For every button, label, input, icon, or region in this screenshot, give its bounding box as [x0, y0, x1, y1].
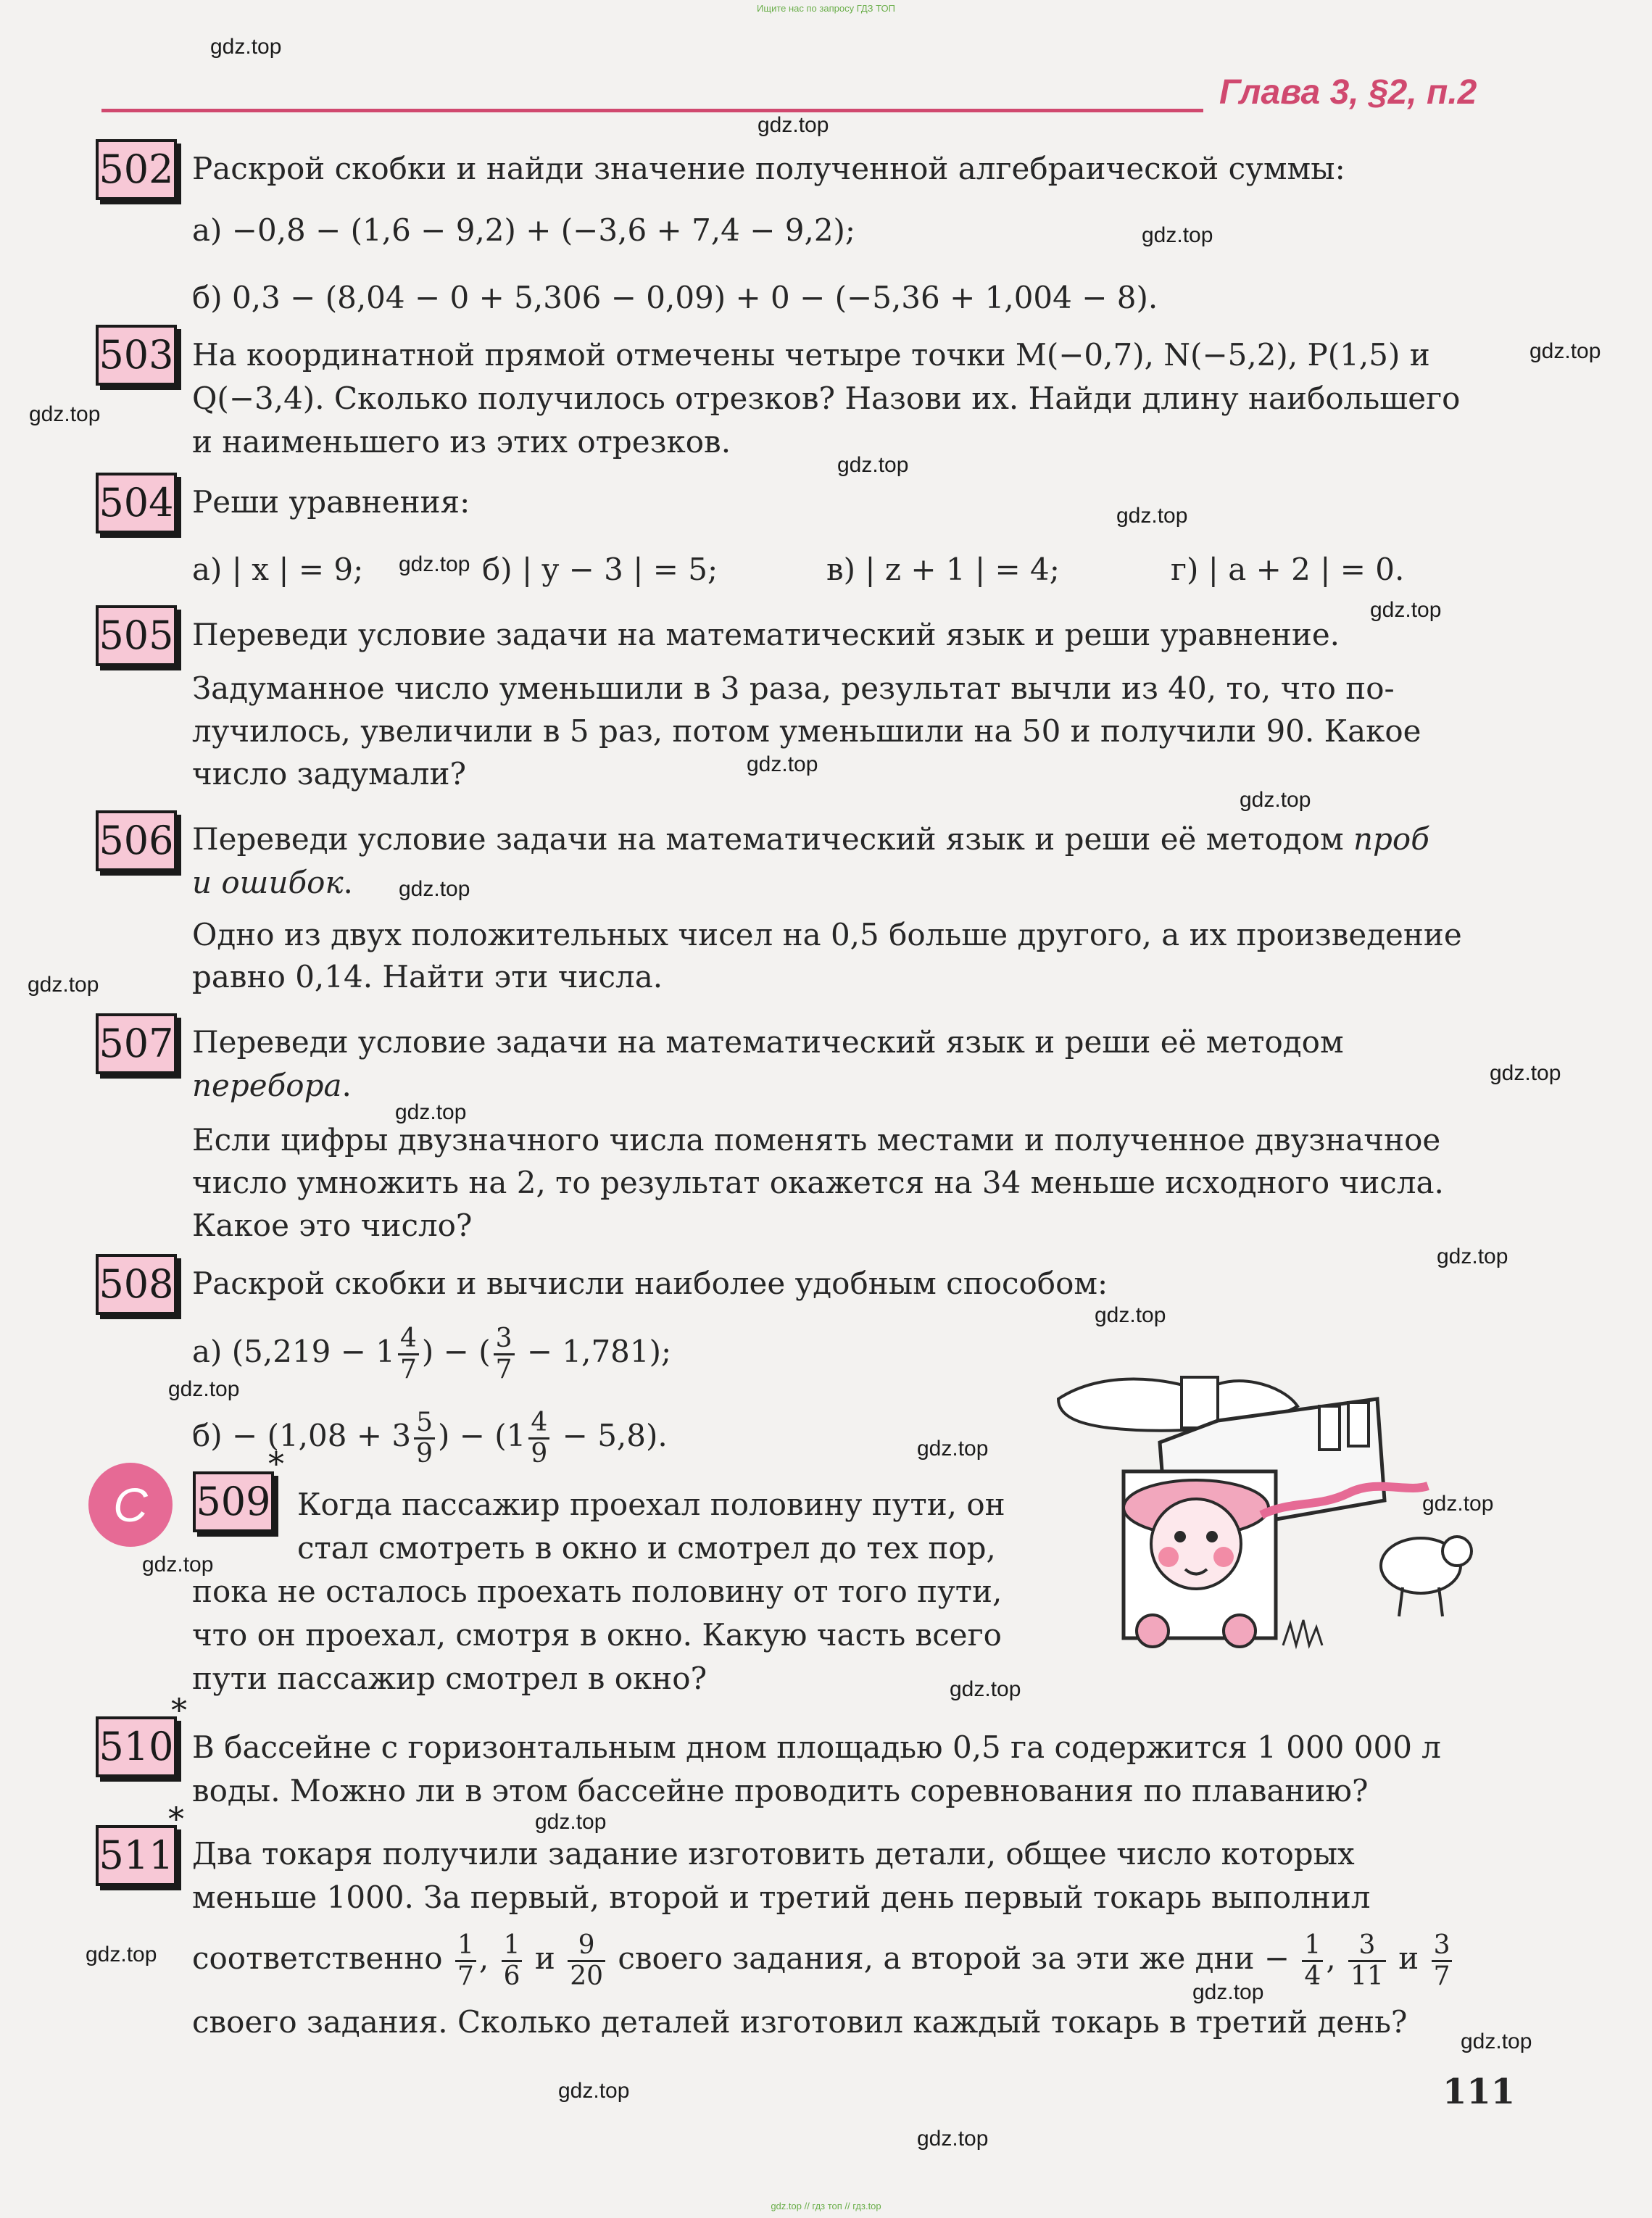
problem-511-line3-middle: своего задания, а второй за эти же дни −	[618, 1940, 1290, 1976]
problem-number-502: 502	[96, 139, 177, 200]
page-number: 111	[1443, 2072, 1516, 2112]
problem-number-509: 509	[193, 1471, 274, 1532]
problem-number-506: 506	[96, 810, 177, 871]
fraction-numerator: 4	[528, 1408, 549, 1440]
problem-508-a-part3: − 1,781);	[517, 1334, 672, 1369]
chapter-heading: Глава 3, §2, п.2	[1219, 73, 1477, 112]
problem-506-line2-end: .	[343, 865, 353, 900]
watermark: gdz.top	[917, 2127, 989, 2151]
watermark: gdz.top	[1370, 598, 1442, 622]
problem-511-line3-start: соответственно	[192, 1940, 443, 1976]
problem-504-text: Реши уравнения:	[192, 484, 470, 520]
problem-511-line4: своего задания. Сколько деталей изготовил каждый токарь в третий день?	[192, 2004, 1408, 2040]
star-mark: *	[168, 1801, 184, 1838]
fraction-denominator: 9	[531, 1438, 548, 1469]
problem-number-503: 503	[96, 325, 177, 386]
fraction-denominator: 7	[1433, 1961, 1450, 1991]
fraction-denominator: 7	[457, 1961, 474, 1991]
watermark: gdz.top	[1490, 1061, 1561, 1085]
watermark: gdz.top	[1461, 2030, 1532, 2053]
fraction-numerator: 1	[455, 1931, 476, 1962]
problem-505-line2: Задуманное число уменьшили в 3 раза, результат вычли из 40, то, что по-	[192, 670, 1395, 706]
fraction-denominator: 9	[416, 1438, 433, 1469]
watermark: gdz.top	[757, 113, 829, 137]
problem-502-b: б) 0,3 − (8,04 − 0 + 5,306 − 0,09) + 0 − (−5,36 + 1,004 − 8).	[192, 280, 1158, 315]
problem-507-line1: Переведи условие задачи на математический язык и реши её методом	[192, 1024, 1344, 1060]
bottom-note: gdz.top // гдз топ // гдз.top	[771, 2201, 881, 2211]
problem-508-text: Раскрой скобки и вычисли наиболее удобным способом:	[192, 1266, 1108, 1301]
problem-504-c: в) | z + 1 | = 4;	[826, 552, 1060, 587]
fraction-denominator: 4	[1304, 1961, 1321, 1991]
fraction	[455, 1931, 476, 1991]
problem-508-b-part2: ) − (1	[438, 1418, 526, 1453]
challenge-badge: C	[88, 1463, 173, 1547]
fraction-numerator: 3	[1348, 1931, 1386, 1962]
problem-number-507: 507	[96, 1013, 177, 1074]
problem-503-line2: Q(−3,4). Сколько получилось отрезков? Назови их. Найди длину наибольшего	[192, 381, 1461, 416]
watermark: gdz.top	[28, 973, 99, 997]
problem-511-line1: Два токаря получили задание изготовить детали, общее число которых	[192, 1836, 1355, 1872]
problem-511-line2: меньше 1000. За первый, второй и третий день первый токарь выполнил	[192, 1880, 1371, 1915]
problem-502-a: а) −0,8 − (1,6 − 9,2) + (−3,6 + 7,4 − 9,2);	[192, 212, 856, 248]
watermark: gdz.top	[1422, 1492, 1494, 1516]
problem-504-d: г) | a + 2 | = 0.	[1171, 552, 1405, 587]
problem-506-method-word: проб	[1353, 821, 1429, 857]
fraction-denominator: 20	[570, 1961, 604, 1991]
problem-508-b-part3: − 5,8).	[552, 1418, 668, 1453]
fraction	[568, 1931, 605, 1991]
watermark: gdz.top	[29, 402, 101, 426]
problem-509-line5: пути пассажир смотрел в окно?	[192, 1661, 707, 1696]
problem-507-line2	[192, 1066, 352, 1106]
problem-number-510: 510	[96, 1716, 177, 1777]
fraction-denominator: 7	[495, 1354, 512, 1384]
fraction	[414, 1408, 435, 1469]
watermark: gdz.top	[558, 2079, 630, 2103]
fraction	[1348, 1931, 1386, 1991]
star-mark: *	[171, 1692, 187, 1729]
problem-507-line5: Какое это число?	[192, 1208, 473, 1243]
star-mark: *	[268, 1446, 284, 1483]
problem-505-line4: число задумали?	[192, 756, 467, 792]
problem-number-505: 505	[96, 605, 177, 666]
watermark: gdz.top	[399, 877, 470, 901]
watermark: gdz.top	[747, 752, 818, 776]
problem-507-line2-end: .	[341, 1068, 352, 1103]
watermark: gdz.top	[168, 1377, 240, 1401]
fraction	[1302, 1931, 1323, 1991]
problem-506-line1	[192, 819, 1429, 860]
problem-509-line4: что он проехал, смотря в окно. Какую часть всего	[192, 1617, 1002, 1653]
problem-508-a-part2: ) − (	[421, 1334, 491, 1369]
train-illustration	[1044, 1290, 1493, 1653]
fraction	[494, 1324, 515, 1384]
watermark: gdz.top	[1192, 1980, 1264, 2004]
problem-506-line1-text: Переведи условие задачи на математический язык и реши её методом	[192, 821, 1344, 857]
problem-505-line1: Переведи условие задачи на математический язык и реши уравнение.	[192, 617, 1340, 652]
fraction-numerator: 1	[1302, 1931, 1323, 1962]
problem-509-line1: Когда пассажир проехал половину пути, он	[297, 1487, 1005, 1522]
problem-508-a-part1: а) (5,219 − 1	[192, 1334, 396, 1369]
problem-509-line2: стал смотреть в окно и смотрел до тех пор,	[297, 1530, 996, 1566]
watermark: gdz.top	[1437, 1245, 1508, 1268]
problem-510-line1: В бассейне с горизонтальным дном площадью 0,5 га содержится 1 000 000 л	[192, 1729, 1441, 1765]
problem-number-504: 504	[96, 473, 177, 533]
watermark: gdz.top	[1095, 1303, 1166, 1327]
fraction	[398, 1324, 419, 1384]
problem-502-text: Раскрой скобки и найди значение полученной алгебраической суммы:	[192, 151, 1345, 186]
watermark: gdz.top	[837, 453, 909, 477]
watermark: gdz.top	[142, 1553, 214, 1577]
problem-506-line4: равно 0,14. Найти эти числа.	[192, 959, 663, 994]
problem-504-b: б) | y − 3 | = 5;	[482, 552, 718, 587]
watermark: gdz.top	[399, 552, 470, 576]
watermark: gdz.top	[917, 1437, 989, 1461]
problem-503-line1: На координатной прямой отмечены четыре точки M(−0,7), N(−5,2), P(1,5) и	[192, 337, 1430, 373]
watermark: gdz.top	[535, 1810, 607, 1834]
problem-508-b	[192, 1405, 668, 1469]
problem-number-511: 511	[96, 1825, 177, 1886]
top-note: Ищите нас по запросу ГДЗ ТОП	[757, 3, 895, 14]
problem-506-line2	[192, 863, 353, 903]
header-rule	[101, 109, 1203, 112]
fraction-denominator: 6	[503, 1961, 520, 1991]
problem-503-line3: и наименьшего из этих отрезков.	[192, 424, 731, 460]
problem-507-line4: число умножить на 2, то результат окажется на 34 меньше исходного числа.	[192, 1165, 1444, 1200]
problem-510-line2: воды. Можно ли в этом бассейне проводить соревнования по плаванию?	[192, 1773, 1369, 1808]
fraction-numerator: 9	[568, 1931, 605, 1962]
watermark: gdz.top	[210, 35, 282, 59]
watermark: gdz.top	[395, 1100, 467, 1124]
watermark: gdz.top	[1142, 223, 1213, 247]
fraction	[528, 1408, 549, 1469]
problem-505-line3: лучилось, увеличили в 5 раз, потом уменьшили на 50 и получили 90. Какое	[192, 713, 1421, 749]
problem-506-method-word2: и ошибок	[192, 865, 344, 900]
fraction-numerator: 3	[1432, 1931, 1453, 1962]
fraction	[1432, 1931, 1453, 1991]
problem-509-line3: пока не осталось проехать половину от того пути,	[192, 1574, 1003, 1609]
watermark: gdz.top	[86, 1943, 157, 1966]
problem-508-b-part1: б) − (1,08 + 3	[192, 1418, 412, 1453]
fraction-numerator: 5	[414, 1408, 435, 1440]
problem-number-508: 508	[96, 1254, 177, 1315]
problem-504-a: а) | x | = 9;	[192, 552, 364, 587]
fraction-denominator: 11	[1350, 1961, 1384, 1991]
watermark: gdz.top	[1116, 504, 1188, 528]
fraction-numerator: 1	[502, 1931, 523, 1962]
problem-511-line3: соответственно $\frac{1}{7}$ , $\frac{1}{6}$ и $\frac{9}{20}$ своего задания, а второй за эти же дни − $\frac{1}{4}$ , $\frac{3}{11}$ и $\frac{3}{7}$	[192, 1921, 1455, 1996]
problem-508-a	[192, 1321, 671, 1384]
fraction-numerator: 4	[398, 1324, 419, 1355]
watermark: gdz.top	[1529, 339, 1601, 363]
fraction-denominator: 7	[400, 1354, 417, 1384]
problem-506-line3: Одно из двух положительных чисел на 0,5 больше другого, а их произведение	[192, 917, 1462, 952]
watermark: gdz.top	[1240, 788, 1311, 812]
conjunction: и	[1398, 1940, 1419, 1976]
problem-507-line3: Если цифры двузначного числа поменять местами и полученное двузначное	[192, 1122, 1441, 1158]
conjunction: и	[534, 1940, 555, 1976]
fraction	[502, 1931, 523, 1991]
watermark: gdz.top	[950, 1677, 1021, 1701]
problem-507-method-word: перебора	[192, 1068, 342, 1103]
fraction-numerator: 3	[494, 1324, 515, 1355]
